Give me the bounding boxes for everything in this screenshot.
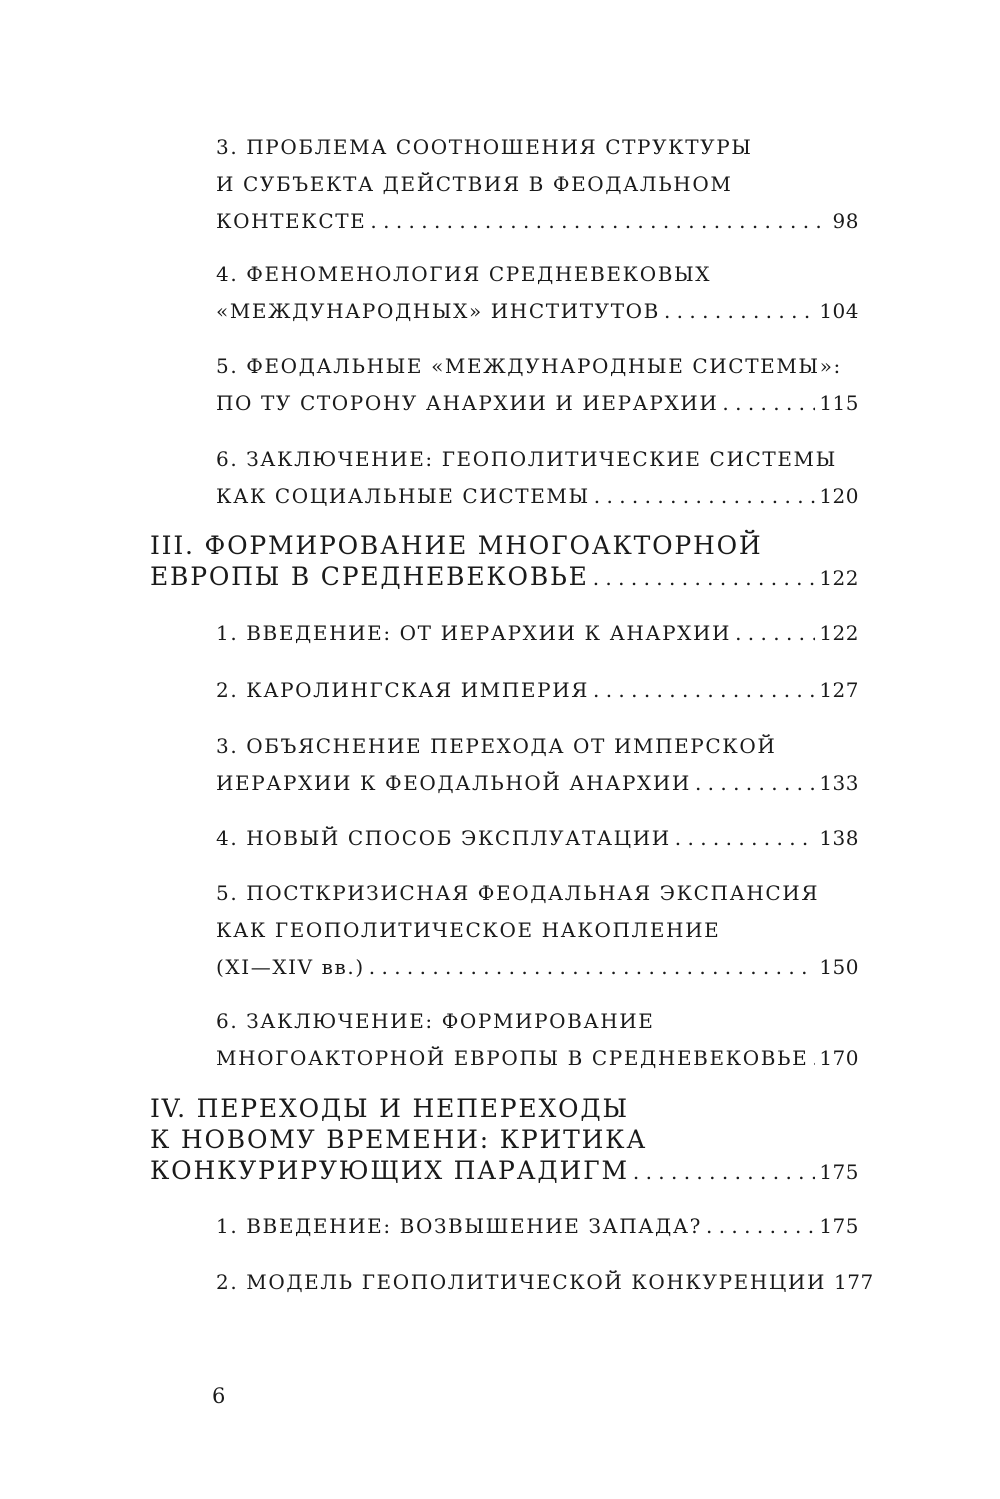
toc-entry[interactable] xyxy=(216,441,859,515)
toc-entry-title-line: 3. ПРОБЛЕМА СООТНОШЕНИЯ СТРУКТУРЫ xyxy=(216,135,753,159)
toc-chapter-title-line: КОНКУРИРУЮЩИХ ПАРАДИГМ xyxy=(150,1156,629,1185)
toc-entry-title-line: МНОГОАКТОРНОЙ ЕВРОПЫ В СРЕДНЕВЕКОВЬЕ xyxy=(216,1046,809,1070)
toc-entry-title-line: И СУБЪЕКТА ДЕЙСТВИЯ В ФЕОДАЛЬНОМ xyxy=(216,172,733,196)
toc-entry[interactable] xyxy=(216,728,859,802)
toc-chapter-title-line: III. ФОРМИРОВАНИЕ МНОГОАКТОРНОЙ xyxy=(150,531,763,560)
toc-entry-title-line: 1. ВВЕДЕНИЕ: ВОЗВЫШЕНИЕ ЗАПАДА? xyxy=(216,1214,702,1238)
toc-entry[interactable] xyxy=(216,875,859,986)
toc-entry[interactable] xyxy=(216,1208,859,1245)
page-number: 6 xyxy=(212,1384,226,1408)
toc-chapter[interactable] xyxy=(150,530,859,594)
toc-entry-title-line: 2. МОДЕЛЬ ГЕОПОЛИТИЧЕСКОЙ КОНКУРЕНЦИИ xyxy=(216,1270,826,1294)
dot-leader xyxy=(812,1040,815,1077)
toc-entry[interactable] xyxy=(216,1003,859,1077)
toc-page-number: 170 xyxy=(819,1046,859,1070)
dot-leader xyxy=(735,615,815,652)
toc-entry-title-line: 5. ФЕОДАЛЬНЫЕ «МЕЖДУНАРОДНЫЕ СИСТЕМЫ»: xyxy=(216,354,842,378)
dot-leader xyxy=(695,765,815,802)
toc-page-number: 104 xyxy=(819,299,859,323)
dot-leader xyxy=(675,820,816,857)
toc-page-number: 138 xyxy=(819,826,859,850)
toc-page-number: 150 xyxy=(819,955,859,979)
toc-entry-title-line: КАК СОЦИАЛЬНЫЕ СИСТЕМЫ xyxy=(216,484,590,508)
dot-leader xyxy=(593,672,815,709)
toc-chapter-title-line: К НОВОМУ ВРЕМЕНИ: КРИТИКА xyxy=(150,1125,648,1154)
toc-page-number: 98 xyxy=(832,209,859,233)
toc-entry[interactable] xyxy=(216,129,859,240)
toc-page-number: 120 xyxy=(819,484,859,508)
toc-entry-title-line: (XI—XIV вв.) xyxy=(216,955,365,979)
toc-entry-title-line: 5. ПОСТКРИЗИСНАЯ ФЕОДАЛЬНАЯ ЭКСПАНСИЯ xyxy=(216,881,820,905)
dot-leader xyxy=(370,203,828,240)
toc-page-number: 122 xyxy=(819,621,859,645)
toc-entry[interactable] xyxy=(216,672,859,709)
toc-chapter-title-line: IV. ПЕРЕХОДЫ И НЕПЕРЕХОДЫ xyxy=(150,1094,629,1123)
toc-chapter-title-line: ЕВРОПЫ В СРЕДНЕВЕКОВЬЕ xyxy=(150,562,589,591)
toc-entry-title-line: 4. НОВЫЙ СПОСОБ ЭКСПЛУАТАЦИИ xyxy=(216,826,671,850)
toc-entry-title-line: 6. ЗАКЛЮЧЕНИЕ: ФОРМИРОВАНИЕ xyxy=(216,1009,655,1033)
toc-entry-title-line: «МЕЖДУНАРОДНЫХ» ИНСТИТУТОВ xyxy=(216,299,660,323)
dot-leader xyxy=(594,478,816,515)
toc-entry-title-line: КОНТЕКСТЕ xyxy=(216,209,367,233)
toc-entry-title-line: КАК ГЕОПОЛИТИЧЕСКОЕ НАКОПЛЕНИЕ xyxy=(216,918,721,942)
dot-leader xyxy=(633,1155,815,1188)
toc-entry-title-line: 2. КАРОЛИНГСКАЯ ИМПЕРИЯ xyxy=(216,678,589,702)
toc-page-number: 122 xyxy=(819,566,859,590)
toc-page-number: 115 xyxy=(819,391,859,415)
toc-entry-title-line: ПО ТУ СТОРОНУ АНАРХИИ И ИЕРАРХИИ xyxy=(216,391,719,415)
toc-page-number: 177 xyxy=(834,1270,874,1294)
toc-entry[interactable] xyxy=(216,1264,874,1301)
toc-entry[interactable] xyxy=(216,820,859,857)
toc-entry-title-line: 6. ЗАКЛЮЧЕНИЕ: ГЕОПОЛИТИЧЕСКИЕ СИСТЕМЫ xyxy=(216,447,837,471)
dot-leader xyxy=(664,293,815,330)
dot-leader xyxy=(593,561,816,594)
toc-entry-title-line: 1. ВВЕДЕНИЕ: ОТ ИЕРАРХИИ К АНАРХИИ xyxy=(216,621,732,645)
toc-entry[interactable] xyxy=(216,348,859,422)
toc-page-number: 127 xyxy=(819,678,859,702)
dot-leader xyxy=(722,385,815,422)
toc-page-number: 175 xyxy=(819,1160,859,1184)
toc-entry-title-line: 4. ФЕНОМЕНОЛОГИЯ СРЕДНЕВЕКОВЫХ xyxy=(216,262,712,286)
toc-entry[interactable] xyxy=(216,256,859,330)
toc-entry-title-line: 3. ОБЪЯСНЕНИЕ ПЕРЕХОДА ОТ ИМПЕРСКОЙ xyxy=(216,734,777,758)
dot-leader xyxy=(706,1208,815,1245)
toc-page-number: 175 xyxy=(819,1214,859,1238)
dot-leader xyxy=(369,949,816,986)
toc-entry-title-line: ИЕРАРХИИ К ФЕОДАЛЬНОЙ АНАРХИИ xyxy=(216,771,691,795)
toc-page-number: 133 xyxy=(819,771,859,795)
toc-entry[interactable] xyxy=(216,615,859,652)
toc-chapter[interactable] xyxy=(150,1093,859,1188)
